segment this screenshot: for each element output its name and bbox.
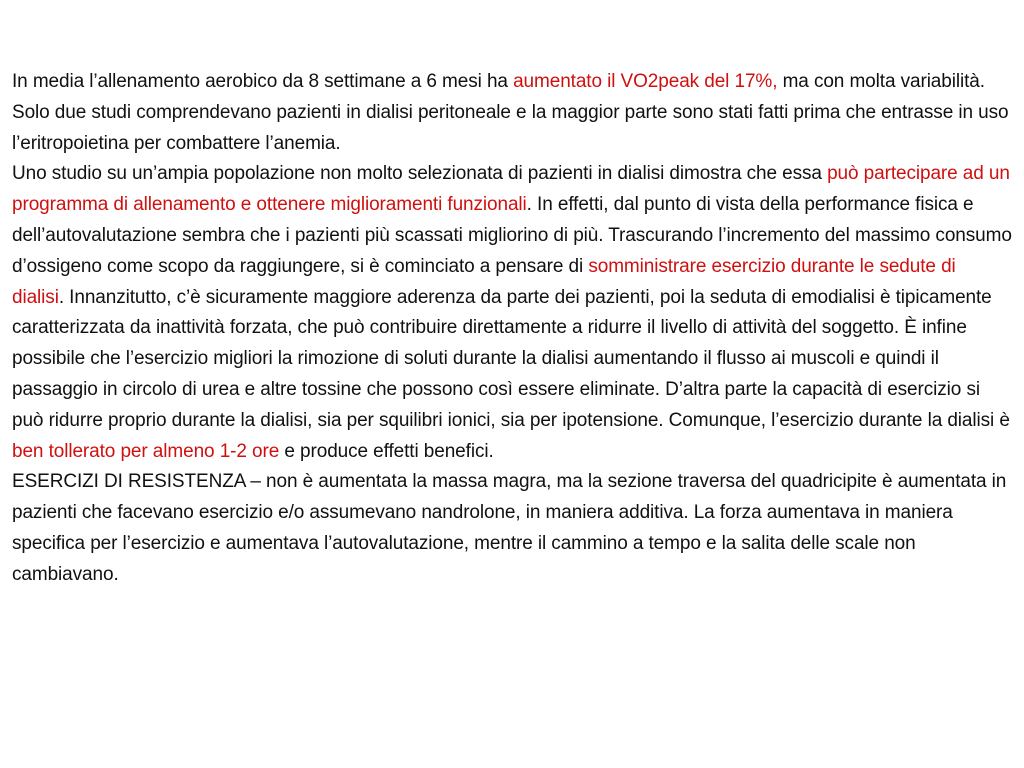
paragraph2-text-2: . In effetti, dal punto di vista della performance fisica e dell’autovalutazione sembra che i pazienti più scassati migliorino di più. Trascurando l’incremento del massimo consumo d’ossigeno come scopo da raggiungere, si è cominciato a pensare di [12,194,1012,277]
paragraph2-highlight-well-tolerated: ben tollerato per almeno 1-2 ore [12,440,280,462]
paragraph2-highlight-training-program: può partecipare ad un programma di allenamento e ottenere miglioramenti funzionali [12,163,1010,216]
paragraph2-text-3: . Innanzitutto, c’è sicuramente maggiore aderenza da parte dei pazienti, poi la seduta di emodialisi è tipicamente caratterizzata da inattività forzata, che può contribuire direttamente a ridurre il livello di attività del soggetto. È infine possibile che l’esercizio migliori la rimozione di soluti durante la dialisi aumentando il flusso ai muscoli e quindi il passaggio in circolo di urea e altre tossine che possono così essere eliminate. D’altra parte la capacità di esercizio si può ridurre proprio durante la dialisi, sia per squilibri ionici, sia per ipotensione. Comunque, l’esercizio durante la dialisi è [12,286,1010,431]
paragraph3-text-1: ESERCIZI DI RESISTENZA – non è aumentata la massa magra, ma la sezione traversa del quadricipite è aumentata in pazienti che facevano esercizio e/o assumevano nandrolone, in maniera additiva. La forza aumentava in maniera specifica per l’esercizio e aumentava l’autovalutazione, mentre il cammino a tempo e la salita delle scale non cambiavano. [12,471,1007,585]
paragraph-resistance-exercise [12,467,1012,590]
paragraph2-text-4: e produce effetti benefici. [279,440,494,462]
paragraph1-text-1: In media l’allenamento aerobico da 8 settimane a 6 mesi ha [12,71,514,92]
paragraph-dialysis-exercise [12,159,1012,467]
slide-text-body [12,67,1012,591]
paragraph1-text-2: ma con molta variabilità. Solo due studi comprendevano pazienti in dialisi peritoneale e la maggior parte sono stati fatti prima che entrasse in uso l’eritropoietina per combattere l’anemia. [12,71,1009,154]
paragraph-aerobic-training [12,67,1012,159]
paragraph2-text-1: Uno studio su un’ampia popolazione non molto selezionata di pazienti in dialisi dimostra che essa [12,163,828,185]
paragraph2-highlight-intradialytic-exercise: somministrare esercizio durante le sedute di dialisi [12,255,956,308]
paragraph1-highlight-vo2peak: aumentato il VO2peak del 17%, [513,71,778,92]
